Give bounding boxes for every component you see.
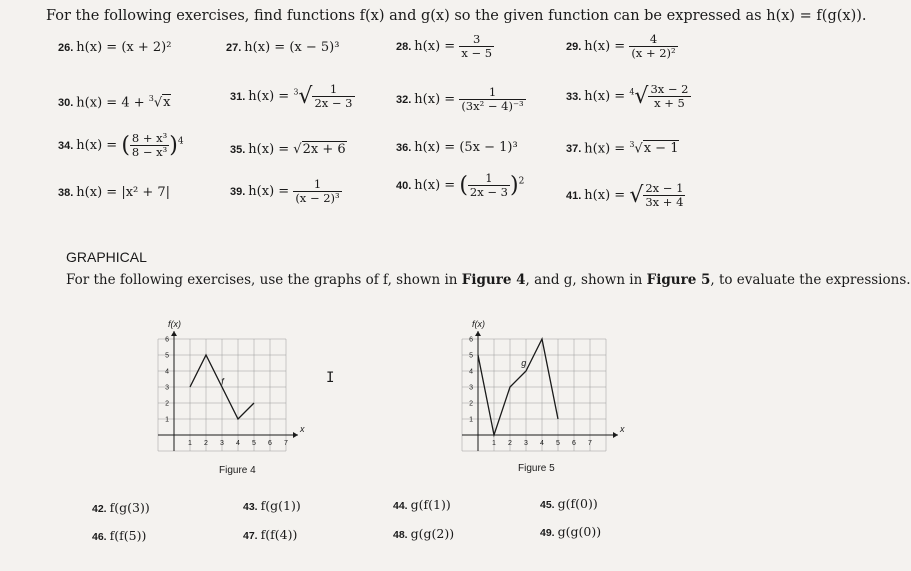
exercise-32: 32. h(x) = $\frac{1}{\text{(3x² − 4)⁻³}}$ (396, 85, 524, 113)
x-tick-label: 7 (284, 440, 288, 447)
question-47: 47. f(f(4)) (243, 527, 298, 542)
x-tick-label: 3 (524, 440, 528, 447)
y-tick-label: 4 (469, 368, 473, 376)
figure-4-caption: Figure 4 (219, 465, 256, 476)
x-axis-label: x (620, 424, 625, 434)
x-tick-label: 7 (588, 440, 592, 447)
y-tick-label: 1 (469, 416, 473, 424)
y-tick-label: 4 (165, 368, 169, 376)
y-arrow (171, 331, 177, 336)
x-tick-label: 4 (236, 440, 240, 447)
exercise-37: 37. h(x) = $^3$√x − 1 (566, 140, 679, 157)
x-tick-label: 2 (204, 440, 208, 447)
figure-5-caption: Figure 5 (518, 463, 555, 474)
y-arrow (475, 331, 481, 336)
question-45: 45. g(f(0)) (540, 496, 598, 511)
y-tick-label: 2 (469, 400, 473, 408)
axes (158, 331, 298, 451)
x-tick-label: 4 (540, 440, 544, 447)
exercise-39: 39. h(x) = $\frac{1}{\text{(x − 2)³}}$ (230, 177, 340, 205)
x-tick-label: 5 (252, 440, 256, 447)
x-tick-label: 3 (220, 440, 224, 447)
y-tick-label: 6 (165, 336, 169, 344)
x-tick-label: 1 (188, 440, 192, 447)
exercise-38: 38. h(x) = |x² + 7| (58, 185, 171, 200)
exercise-28: 28. h(x) = $\frac{3}{x - 5}$ (396, 32, 493, 60)
y-tick-label: 3 (165, 384, 169, 392)
y-tick-label: 6 (469, 336, 473, 344)
y-axis-label: f(x) (168, 319, 181, 329)
graph-instructions: For the following exercises, use the graphs of f, shown in Figure 4, and g, shown in Figure 5, to evaluate the expressions. (66, 272, 911, 288)
y-tick-label: 5 (469, 352, 473, 360)
question-49: 49. g(g(0)) (540, 524, 602, 539)
exercise-31: 31. h(x) = $^3$√ $\frac{1}{2x - 3}$ (230, 82, 353, 110)
figure-5-graph (450, 300, 640, 470)
question-46: 46. f(f(5)) (92, 528, 147, 543)
x-tick-label: 6 (572, 440, 576, 447)
x-axis-label: x (300, 424, 305, 434)
y-tick-label: 1 (165, 416, 169, 424)
grid (158, 336, 286, 451)
exercise-41: 41. h(x) = √ $\frac{2x - 1}{3x + 4}$ (566, 181, 684, 209)
x-arrow (613, 432, 618, 438)
x-tick-label: 1 (492, 440, 496, 447)
x-tick-label: 2 (508, 440, 512, 447)
question-43: 43. f(g(1)) (243, 498, 301, 513)
exercise-27: 27. h(x) = (x − 5)³ (226, 40, 340, 55)
x-tick-label: 6 (268, 440, 272, 447)
exercise-35: 35. h(x) = √2x + 6 (230, 142, 346, 157)
question-42: 42. f(g(3)) (92, 500, 150, 515)
text-cursor-icon: I (326, 370, 335, 386)
exercise-33: 33. h(x) = $^4$√ $\frac{3x - 2}{x + 5}$ (566, 82, 689, 110)
y-tick-label: 2 (165, 400, 169, 408)
tick-labels (469, 337, 592, 448)
figure-4-graph (150, 300, 330, 470)
exercise-40: 40. h(x) = ( $\frac{1}{2x - 3}$ )$^2$ (396, 171, 525, 199)
exercise-26: 26. h(x) = (x + 2)² (58, 40, 172, 55)
exercise-29: 29. h(x) = $\frac{4}{\text{(x + 2)²}}$ (566, 32, 676, 60)
exercise-30: 30. h(x) = 4 + $^3$√x (58, 94, 171, 111)
instructions-text: For the following exercises, find functions f(x) and g(x) so the given function can be expressed as h(x) = f(g(x)). (46, 8, 867, 24)
y-axis-label: f(x) (472, 319, 485, 329)
question-48: 48. g(g(2)) (393, 526, 455, 541)
curve-label: g (521, 358, 527, 369)
y-tick-label: 3 (469, 384, 473, 392)
exercise-34: 34. h(x) = ( $\frac{\text{8 + x³}}{\text{8 − x³}}$ )$^4$ (58, 131, 184, 159)
y-tick-label: 5 (165, 352, 169, 360)
x-tick-label: 5 (556, 440, 560, 447)
x-arrow (293, 432, 298, 438)
section-title: GRAPHICAL (66, 249, 147, 265)
tick-labels (165, 337, 288, 448)
question-44: 44. g(f(1)) (393, 497, 451, 512)
exercise-36: 36. h(x) = (5x − 1)³ (396, 140, 518, 155)
curve-label: f (221, 376, 224, 387)
